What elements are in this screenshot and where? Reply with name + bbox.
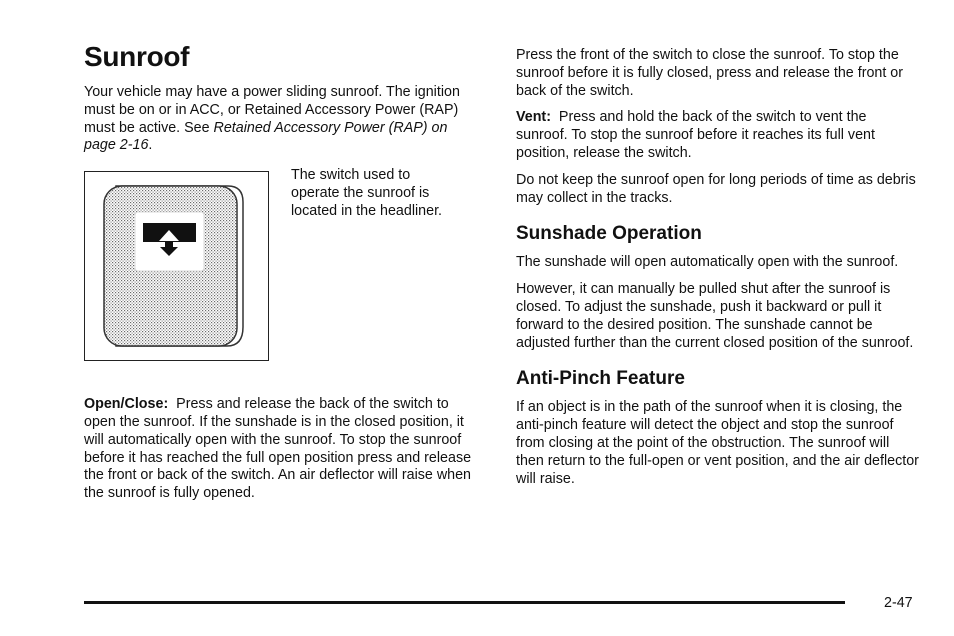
open-close-text: Press and release the back of the switch to open the sunroof. If the sunshade is in the closed position, it will automatically open with the sunroof. To stop the sunroof before it has reached the full open position press and release the front or back of the switch. An air deflector will raise when the sunroof is fully opened. xyxy=(84,396,472,502)
figure-caption: The switch used to operate the sunroof is located in the headliner. xyxy=(291,167,443,219)
sunroof-switch-figure xyxy=(84,167,479,363)
sunshade-heading: Sunshade Operation xyxy=(516,223,702,245)
left-column xyxy=(84,40,479,512)
page-title: Sunroof xyxy=(84,41,190,72)
anti-pinch-heading: Anti-Pinch Feature xyxy=(516,368,685,390)
vent-label: Vent: xyxy=(516,109,551,126)
figure-frame xyxy=(84,171,269,361)
page-number: 2-47 xyxy=(884,595,913,611)
rap-reference: Retained Accessory Power (RAP) on page 2-16 xyxy=(84,119,448,154)
close-paragraph: Press the front of the switch to close the sunroof. To stop the sunroof before it is fully closed, press and release the front or back of the switch. xyxy=(516,47,904,99)
right-column xyxy=(516,47,921,497)
sunroof-switch-icon xyxy=(85,172,267,359)
sunshade-paragraph-2: However, it can manually be pulled shut after the sunroof is closed. To adjust the sunshade, push it backward or pull it forward to the desired position. The sunshade cannot be adjusted further than the current closed position of the sunroof. xyxy=(516,281,914,351)
intro-end: . xyxy=(148,137,153,154)
open-close-label: Open/Close: xyxy=(84,396,169,413)
intro-paragraph xyxy=(84,84,479,155)
debris-paragraph: Do not keep the sunroof open for long periods of time as debris may collect in the tracks. xyxy=(516,171,916,206)
vent-paragraph xyxy=(516,109,921,162)
sunshade-paragraph-1: The sunshade will open automatically open with the sunroof. xyxy=(516,254,899,271)
open-close-paragraph xyxy=(84,396,479,503)
anti-pinch-paragraph: If an object is in the path of the sunroof when it is closing, the anti-pinch feature will detect the object and stop the sunroof from closing at the point of the obstruction. The sunroof will then return to the full-open or vent position, and the air deflector will raise. xyxy=(516,399,919,487)
vent-text: Press and hold the back of the switch to vent the sunroof. To stop the sunroof before it reaches its full vent position, release the switch. xyxy=(516,109,875,161)
footer-rule xyxy=(84,601,845,604)
intro-text: Your vehicle may have a power sliding sunroof. The ignition must be on or in ACC, or Retained Accessory Power (RAP) must be active. See xyxy=(84,84,460,136)
